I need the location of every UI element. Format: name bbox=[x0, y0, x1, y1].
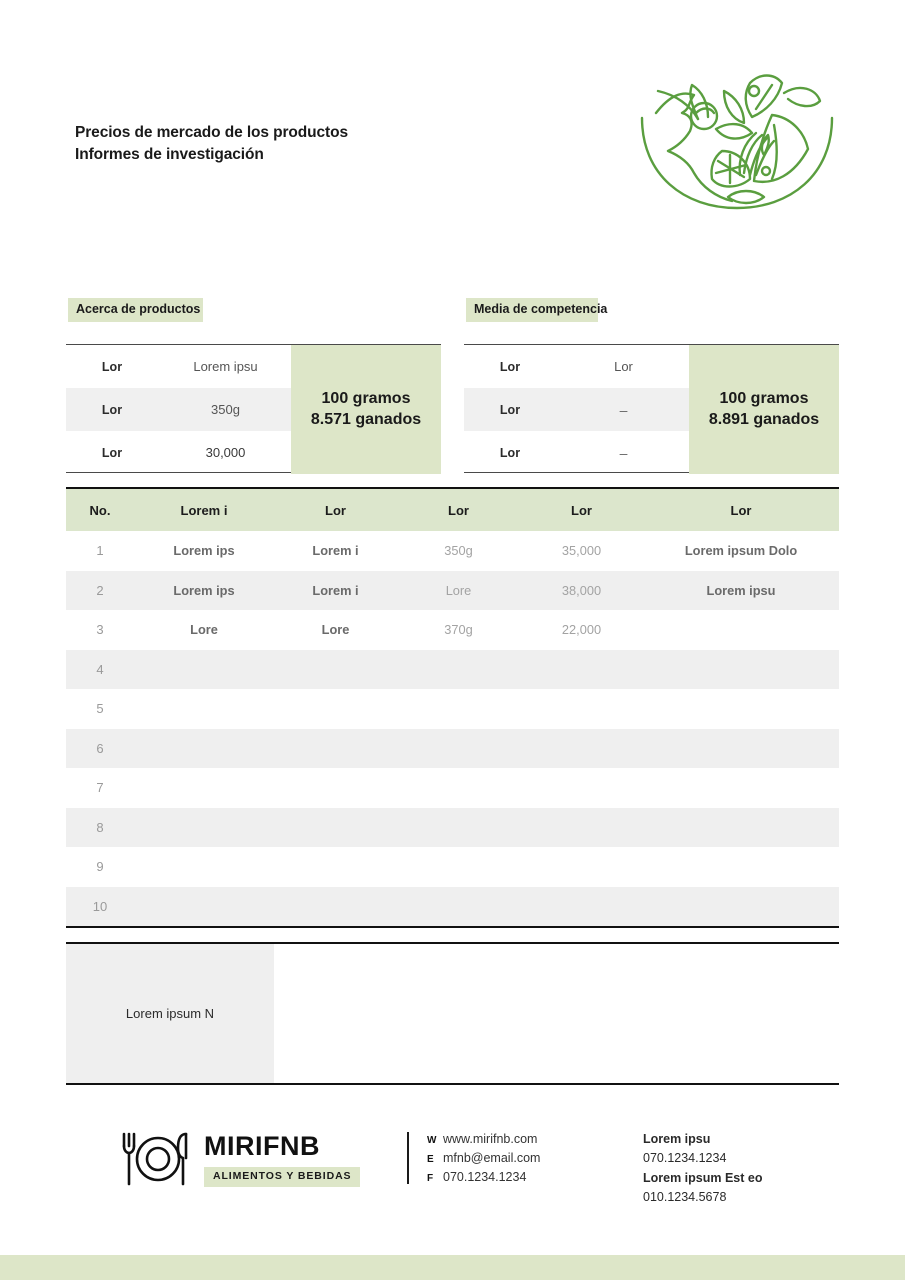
cell-d: 38,000 bbox=[561, 582, 602, 598]
card-row-key: Lor bbox=[101, 445, 123, 460]
cell-no: 10 bbox=[92, 898, 108, 914]
table-row[interactable] bbox=[66, 531, 839, 571]
address-line-1: Lorem ipsu bbox=[643, 1132, 711, 1146]
table-row[interactable] bbox=[66, 729, 839, 769]
column-header-four: Lor bbox=[571, 502, 592, 518]
cell-a: Lorem ips bbox=[173, 543, 235, 559]
bottom-accent-bar bbox=[0, 1255, 905, 1280]
card-competition-average bbox=[464, 298, 839, 473]
contact-block bbox=[407, 1132, 540, 1184]
card-highlight-line-2: 8.891 ganados bbox=[708, 410, 820, 428]
card-row-value: Lor bbox=[614, 359, 633, 374]
card-row-value: Lorem ipsu bbox=[193, 359, 258, 374]
table-row[interactable] bbox=[66, 768, 839, 808]
contact-value-website: www.mirifnb.com bbox=[443, 1132, 538, 1146]
column-header-no: No. bbox=[89, 502, 111, 518]
summary-cards bbox=[66, 298, 839, 473]
contact-key-w: W bbox=[427, 1135, 437, 1146]
card-table bbox=[464, 344, 839, 473]
document-footer bbox=[0, 1110, 905, 1225]
table-row[interactable] bbox=[66, 571, 839, 611]
cell-c: Lore bbox=[445, 582, 472, 598]
card-row-key: Lor bbox=[499, 359, 521, 374]
notes-section bbox=[66, 942, 839, 1085]
cell-e: Lorem ipsum Dolo bbox=[684, 543, 798, 559]
cell-no: 8 bbox=[96, 819, 104, 835]
card-highlight-line-2: 8.571 ganados bbox=[310, 410, 422, 428]
notes-input-area[interactable] bbox=[274, 944, 839, 1083]
address-block bbox=[643, 1130, 762, 1208]
card-highlight-line-1: 100 gramos bbox=[719, 389, 809, 407]
cell-b: Lorem i bbox=[312, 582, 359, 598]
contact-email[interactable] bbox=[427, 1151, 540, 1165]
table-row[interactable] bbox=[66, 808, 839, 848]
cell-b: Lore bbox=[321, 622, 350, 638]
card-row-value: – bbox=[619, 444, 628, 461]
table-row[interactable] bbox=[66, 689, 839, 729]
notes-label: Lorem ipsum N bbox=[66, 944, 274, 1083]
page-title bbox=[75, 122, 348, 167]
brand-tagline: ALIMENTOS Y BEBIDAS bbox=[204, 1167, 360, 1187]
card-row-value: – bbox=[619, 401, 628, 418]
cell-d: 35,000 bbox=[561, 543, 602, 559]
contact-value-fax: 070.1234.1234 bbox=[443, 1170, 527, 1184]
contact-key-e: E bbox=[427, 1154, 434, 1165]
card-row-value: 30,000 bbox=[205, 445, 246, 460]
table-row[interactable] bbox=[66, 887, 839, 927]
contact-website[interactable] bbox=[427, 1132, 540, 1146]
card-label: Media de competencia bbox=[466, 298, 611, 322]
card-table bbox=[66, 344, 441, 473]
fork-plate-knife-icon bbox=[118, 1128, 192, 1190]
card-row-key: Lor bbox=[101, 359, 123, 374]
cell-no: 7 bbox=[96, 780, 104, 796]
card-highlight bbox=[291, 345, 441, 474]
cell-no: 3 bbox=[96, 622, 104, 638]
products-table bbox=[66, 487, 839, 928]
cell-no: 4 bbox=[96, 661, 104, 677]
cell-no: 9 bbox=[96, 859, 104, 875]
document-header bbox=[0, 0, 905, 250]
brand-block bbox=[118, 1128, 360, 1190]
table-row[interactable] bbox=[66, 650, 839, 690]
card-row-key: Lor bbox=[499, 402, 521, 417]
column-header-name: Lorem i bbox=[180, 502, 228, 518]
column-header-five: Lor bbox=[730, 502, 752, 518]
contact-fax bbox=[427, 1170, 540, 1184]
address-line-2: 070.1234.1234 bbox=[643, 1151, 727, 1166]
cell-e: Lorem ipsu bbox=[706, 582, 776, 598]
table-row[interactable] bbox=[66, 847, 839, 887]
address-line-4: 010.1234.5678 bbox=[643, 1190, 727, 1205]
card-about-products bbox=[66, 298, 441, 473]
cell-no: 2 bbox=[96, 582, 104, 598]
page-title-line-2: Informes de investigación bbox=[75, 146, 264, 164]
cell-c: 370g bbox=[444, 622, 473, 638]
cell-b: Lorem i bbox=[312, 543, 359, 559]
card-highlight-line-1: 100 gramos bbox=[321, 389, 411, 407]
card-row-key: Lor bbox=[101, 402, 123, 417]
card-row-key: Lor bbox=[499, 445, 521, 460]
salad-bowl-icon bbox=[632, 55, 842, 215]
brand-name: MIRIFNB bbox=[204, 1131, 320, 1162]
cell-a: Lorem ips bbox=[173, 582, 235, 598]
column-header-three: Lor bbox=[448, 502, 469, 518]
card-label: Acerca de productos bbox=[68, 298, 204, 322]
cell-no: 5 bbox=[96, 701, 104, 717]
column-header-two: Lor bbox=[325, 502, 346, 518]
table-header-row bbox=[66, 489, 839, 531]
cell-c: 350g bbox=[444, 543, 473, 559]
cell-no: 1 bbox=[96, 543, 104, 559]
address-line-3: Lorem ipsum Est eo bbox=[643, 1170, 763, 1185]
page-title-line-1: Precios de mercado de los productos bbox=[75, 124, 348, 141]
cell-d: 22,000 bbox=[561, 622, 602, 638]
card-row-value: 350g bbox=[211, 402, 240, 417]
table-row[interactable] bbox=[66, 610, 839, 650]
cell-no: 6 bbox=[96, 740, 104, 756]
contact-key-f: F bbox=[427, 1173, 434, 1184]
cell-a: Lore bbox=[190, 622, 218, 638]
contact-value-email: mfnb@email.com bbox=[443, 1151, 541, 1165]
card-highlight bbox=[689, 345, 839, 474]
